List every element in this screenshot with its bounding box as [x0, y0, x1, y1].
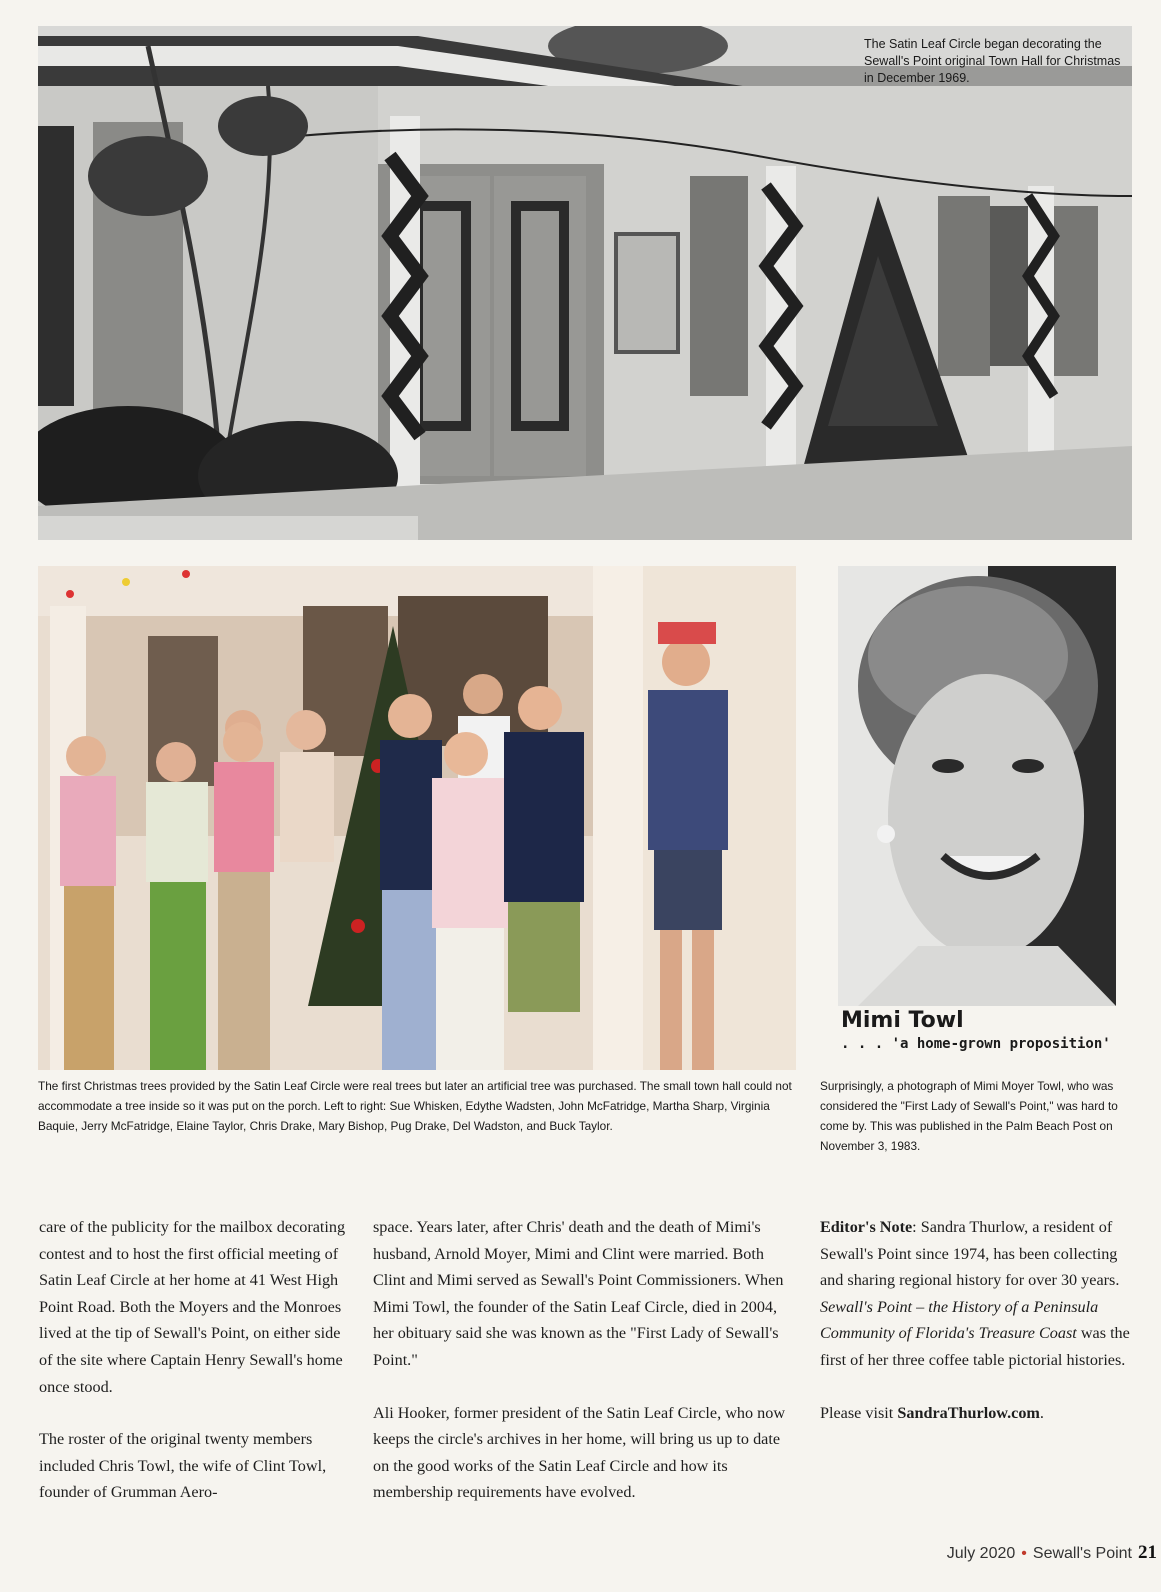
- website-link[interactable]: SandraThurlow.com: [897, 1403, 1040, 1422]
- article-column-1: [39, 1214, 354, 1532]
- editors-note-label: Editor's Note: [820, 1218, 913, 1236]
- portrait-subtitle: . . . 'a home-grown proposition': [841, 1036, 1111, 1052]
- portrait-caption: Surprisingly, a photograph of Mimi Moyer Towl, who was considered the "First Lady of Sewall's Point," was hard to come by. This was published in the Palm Beach Post on November 3, 1983.: [820, 1079, 1118, 1153]
- editors-note-paragraph: [820, 1214, 1136, 1374]
- footer-publication: Sewall's Point: [1032, 1545, 1132, 1562]
- page-footer: [947, 1542, 1157, 1564]
- visit-paragraph: [820, 1400, 1136, 1427]
- article-column-2: [373, 1214, 798, 1532]
- portrait-name: Mimi Towl: [841, 1008, 964, 1033]
- book-title: Sewall's Point – the History of a Peninsula Community of Florida's Treasure Coast: [820, 1297, 1099, 1343]
- group-photo: [38, 566, 796, 1070]
- mimi-towl-portrait: [838, 566, 1116, 1006]
- article-paragraph: care of the publicity for the mailbox decorating contest and to host the first official meeting of Satin Leaf Circle at her home at 41 West High Point Road. Both the Moyers and the Monroes lived at the tip of Sewall's Point, on either side of the site where Captain Henry Sewall's home once stood.: [39, 1218, 346, 1396]
- article-paragraph: Ali Hooker, former president of the Satin Leaf Circle, who now keeps the circle's archives in her home, will bring us up to date on the good works of the Satin Leaf Circle and how its membership requirements have evolved.: [373, 1403, 786, 1502]
- group-photo-caption: The first Christmas trees provided by the Satin Leaf Circle were real trees but later an artificial tree was purchased. The small town hall could not accommodate a tree inside so it was put on the porch. Left to right: Sue Whisken, Edythe Wadsten, John McFatridge, Martha Sharp, Virginia Baquie, Jerry McFatridge, Elaine Taylor, Chris Drake, Mary Bishop, Pug Drake, Del Wadston, and Buck Taylor.: [38, 1079, 792, 1133]
- article-paragraph: The roster of the original twenty members included Chris Towl, the wife of Clint Towl, founder of Grumman Aero-: [39, 1430, 327, 1502]
- article-paragraph: space. Years later, after Chris' death and the death of Mimi's husband, Arnold Moyer, Mimi and Clint were married. Both Clint and Mimi served as Sewall's Point Commissioners. When Mimi Towl, the founder of the Satin Leaf Circle, died in 2004, her obituary said she was known as the "First Lady of Sewall's Point.": [373, 1218, 784, 1369]
- footer-issue: July 2020: [946, 1545, 1016, 1562]
- bullet-icon: •: [1021, 1545, 1027, 1562]
- town-hall-photo: [38, 26, 1132, 540]
- top-photo-caption: The Satin Leaf Circle began decorating the Sewall's Point original Town Hall for Christmas in December 1969.: [864, 37, 1121, 85]
- visit-prefix: Please visit: [820, 1403, 898, 1422]
- page-number: 21: [1138, 1542, 1157, 1563]
- editors-note-text: : Sandra Thurlow, a resident of Sewall's Point since 1974, has been collecting and sharing regional history for over 30 years.: [820, 1218, 1120, 1290]
- visit-suffix: .: [1039, 1403, 1044, 1422]
- editors-note: [820, 1214, 1136, 1452]
- editors-note-text-end: was the first of her three coffee table pictorial histories.: [820, 1324, 1130, 1369]
